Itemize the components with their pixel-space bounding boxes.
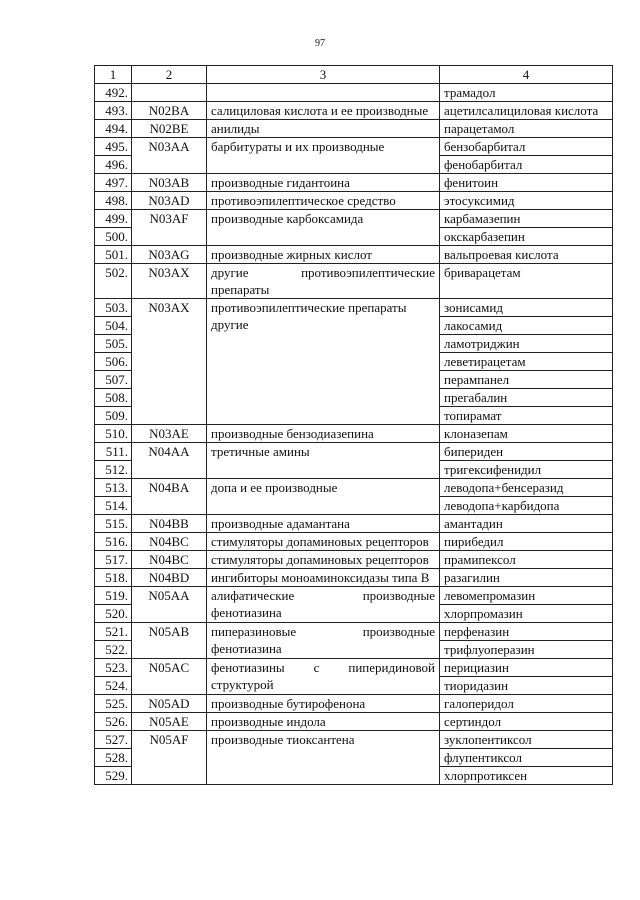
header-col-1: 1 [95, 66, 132, 84]
atc-code: N04BD [132, 569, 207, 587]
drug-name: клоназепам [440, 425, 613, 443]
row-number: 503. [95, 299, 132, 317]
row-number: 526. [95, 713, 132, 731]
atc-code: N03AF [132, 210, 207, 246]
drug-name: этосуксимид [440, 192, 613, 210]
row-number: 507. [95, 371, 132, 389]
drug-name: тиоридазин [440, 677, 613, 695]
page-number: 97 [315, 38, 325, 49]
drug-name: хлорпротиксен [440, 767, 613, 785]
drug-name: сертиндол [440, 713, 613, 731]
drug-name: лакосамид [440, 317, 613, 335]
table-row [95, 443, 613, 461]
drug-name: хлорпромазин [440, 605, 613, 623]
row-number: 495. [95, 138, 132, 156]
drug-name: фенитоин [440, 174, 613, 192]
group-name [207, 84, 440, 102]
group-name: производные жирных кислот [207, 246, 440, 264]
drug-table [94, 65, 613, 785]
drug-name: амантадин [440, 515, 613, 533]
atc-code: N03AD [132, 192, 207, 210]
row-number: 517. [95, 551, 132, 569]
table-row [95, 569, 613, 587]
row-number: 496. [95, 156, 132, 174]
table-row [95, 623, 613, 641]
header-row [95, 66, 613, 84]
row-number: 499. [95, 210, 132, 228]
table-row [95, 84, 613, 102]
group-name: стимуляторы допаминовых рецепторов [207, 533, 440, 551]
drug-name: топирамат [440, 407, 613, 425]
drug-name: перампанел [440, 371, 613, 389]
drug-name: трифлуоперазин [440, 641, 613, 659]
row-number: 493. [95, 102, 132, 120]
drug-name: окскарбазепин [440, 228, 613, 246]
table-row [95, 533, 613, 551]
drug-name: бензобарбитал [440, 138, 613, 156]
table-row [95, 695, 613, 713]
group-name: производные тиоксантена [207, 731, 440, 785]
drug-name: парацетамол [440, 120, 613, 138]
atc-code: N02BE [132, 120, 207, 138]
drug-name: перфеназин [440, 623, 613, 641]
drug-name: вальпроевая кислота [440, 246, 613, 264]
atc-code: N05AE [132, 713, 207, 731]
atc-code: N04BC [132, 533, 207, 551]
row-number: 509. [95, 407, 132, 425]
group-name: пиперазиновые производные фенотиазина [207, 623, 440, 659]
group-name: анилиды [207, 120, 440, 138]
atc-code: N03AA [132, 138, 207, 174]
atc-code [132, 84, 207, 102]
group-name: противоэпилептическое средство [207, 192, 440, 210]
atc-code: N05AF [132, 731, 207, 785]
drug-name: леводопа+карбидопа [440, 497, 613, 515]
drug-name: зуклопентиксол [440, 731, 613, 749]
table-row [95, 515, 613, 533]
atc-code: N03AG [132, 246, 207, 264]
group-name: противоэпилептические препараты другие [207, 299, 440, 425]
drug-name: ламотриджин [440, 335, 613, 353]
group-name: допа и ее производные [207, 479, 440, 515]
drug-name: бипериден [440, 443, 613, 461]
table-row [95, 479, 613, 497]
table-row [95, 551, 613, 569]
drug-name: леводопа+бенсеразид [440, 479, 613, 497]
table-row [95, 246, 613, 264]
row-number: 497. [95, 174, 132, 192]
group-name: производные карбоксамида [207, 210, 440, 246]
table-row [95, 192, 613, 210]
atc-code: N05AC [132, 659, 207, 695]
table-row [95, 174, 613, 192]
group-name: салициловая кислота и ее производные [207, 102, 440, 120]
row-number: 510. [95, 425, 132, 443]
drug-name: зонисамид [440, 299, 613, 317]
row-number: 502. [95, 264, 132, 299]
group-name: производные гидантоина [207, 174, 440, 192]
table-row [95, 299, 613, 317]
table-row [95, 102, 613, 120]
table-row [95, 587, 613, 605]
row-number: 525. [95, 695, 132, 713]
drug-name: трамадол [440, 84, 613, 102]
row-number: 492. [95, 84, 132, 102]
row-number: 521. [95, 623, 132, 641]
row-number: 505. [95, 335, 132, 353]
row-number: 529. [95, 767, 132, 785]
group-name: фенотиазины с пиперидиновой структурой [207, 659, 440, 695]
row-number: 522. [95, 641, 132, 659]
table-row [95, 138, 613, 156]
row-number: 519. [95, 587, 132, 605]
group-name: барбитураты и их производные [207, 138, 440, 174]
atc-code: N04AA [132, 443, 207, 479]
row-number: 515. [95, 515, 132, 533]
drug-name: разагилин [440, 569, 613, 587]
atc-code: N04BA [132, 479, 207, 515]
atc-code: N03AE [132, 425, 207, 443]
header-col-2: 2 [132, 66, 207, 84]
row-number: 528. [95, 749, 132, 767]
drug-name: карбамазепин [440, 210, 613, 228]
drug-name: тригексифенидил [440, 461, 613, 479]
atc-code: N03AX [132, 264, 207, 299]
row-number: 508. [95, 389, 132, 407]
group-name: другие противоэпилептические препараты [207, 264, 440, 299]
atc-code: N03AX [132, 299, 207, 425]
row-number: 527. [95, 731, 132, 749]
atc-code: N02BA [132, 102, 207, 120]
drug-name: пирибедил [440, 533, 613, 551]
drug-name: прамипексол [440, 551, 613, 569]
table-row [95, 264, 613, 299]
drug-name: левомепромазин [440, 587, 613, 605]
group-name: алифатические производные фенотиазина [207, 587, 440, 623]
row-number: 520. [95, 605, 132, 623]
table-row [95, 659, 613, 677]
row-number: 494. [95, 120, 132, 138]
table-row [95, 210, 613, 228]
row-number: 512. [95, 461, 132, 479]
drug-name: флупентиксол [440, 749, 613, 767]
table-row [95, 713, 613, 731]
row-number: 500. [95, 228, 132, 246]
row-number: 504. [95, 317, 132, 335]
atc-code: N05AD [132, 695, 207, 713]
atc-code: N05AA [132, 587, 207, 623]
header-col-4: 4 [440, 66, 613, 84]
row-number: 513. [95, 479, 132, 497]
group-name: производные адамантана [207, 515, 440, 533]
group-name: третичные амины [207, 443, 440, 479]
group-name: производные бутирофенона [207, 695, 440, 713]
row-number: 518. [95, 569, 132, 587]
group-name: производные индола [207, 713, 440, 731]
row-number: 511. [95, 443, 132, 461]
drug-name: галоперидол [440, 695, 613, 713]
row-number: 514. [95, 497, 132, 515]
table-row [95, 425, 613, 443]
table-row [95, 120, 613, 138]
drug-name: перициазин [440, 659, 613, 677]
group-name: ингибиторы моноаминоксидазы типа B [207, 569, 440, 587]
group-name: стимуляторы допаминовых рецепторов [207, 551, 440, 569]
atc-code: N04BB [132, 515, 207, 533]
row-number: 516. [95, 533, 132, 551]
atc-code: N04BC [132, 551, 207, 569]
atc-code: N05AB [132, 623, 207, 659]
atc-code: N03AB [132, 174, 207, 192]
drug-name: ацетилсалициловая кислота [440, 102, 613, 120]
drug-name: бриварацетам [440, 264, 613, 299]
drug-name: леветирацетам [440, 353, 613, 371]
row-number: 524. [95, 677, 132, 695]
row-number: 523. [95, 659, 132, 677]
drug-name: прегабалин [440, 389, 613, 407]
group-name: производные бензодиазепина [207, 425, 440, 443]
header-col-3: 3 [207, 66, 440, 84]
drug-name: фенобарбитал [440, 156, 613, 174]
row-number: 501. [95, 246, 132, 264]
table-row [95, 731, 613, 749]
row-number: 506. [95, 353, 132, 371]
row-number: 498. [95, 192, 132, 210]
